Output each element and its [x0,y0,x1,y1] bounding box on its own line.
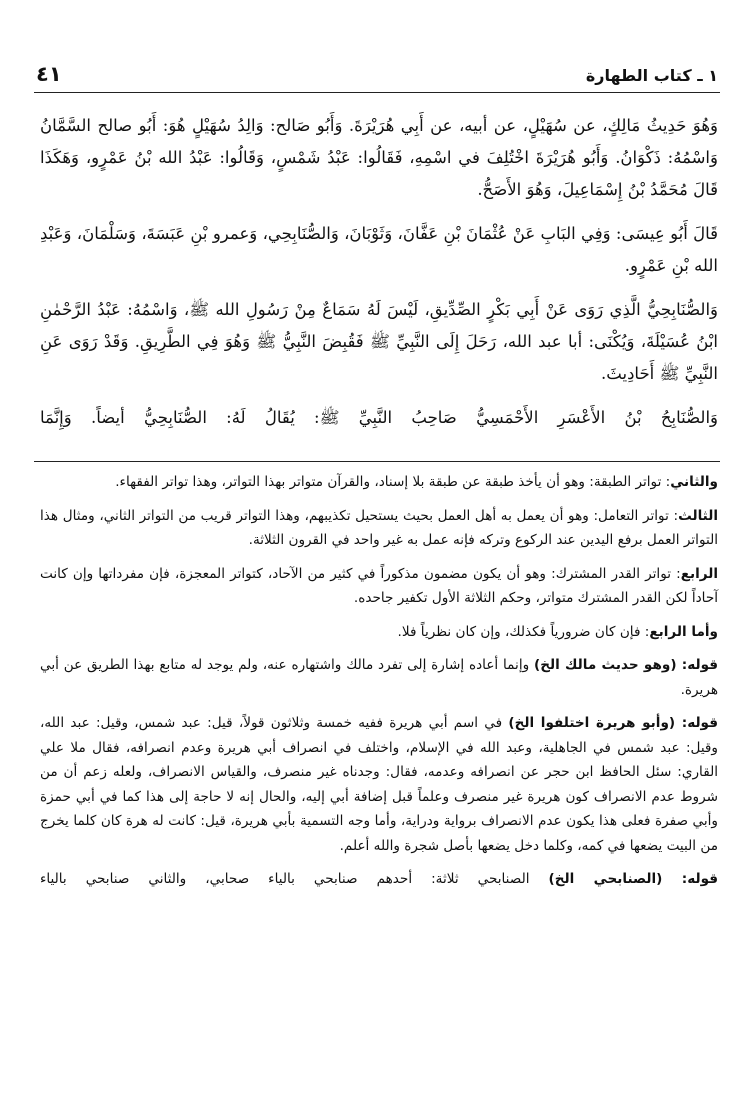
note-text: : تواتر التعامل: وهو أن يعمل به أهل العمل بحيث يستحيل تكذيبهم، وهذا التواتر قريب من التواتر الثاني، ومثال هذا التواتر العمل برفع اليدين عند الركوع وتركه فإنه عمل به غير واحد في القرون الثلاثة. [40,507,718,548]
note-lead: قوله: (وهو حديث مالك الخ) [534,657,718,673]
note-text: الصنابحي ثلاثة: أحدهم صنابحي بالياء صحابي، والثاني صنابحي بالياء [40,871,549,887]
note-text: وإنما أعاده إشارة إلى تفرد مالك واشتهاره عنه، ولم يوجد له متابع بهذا الطريق عن أبي هريرة. [40,657,718,698]
note-paragraph [40,504,718,553]
main-paragraph: وَالصُّنَابِحُ بْنُ الأَعْسَرِ الأَحْمَسِيُّ صَاحِبُ النَّبِيِّ ﷺ: يُقَالُ لَهُ: الصُّنَابِحِيُّ أيضاً. وَإِنَّمَا [40,408,718,427]
note-text: : تواتر القدر المشترك: وهو أن يكون مضمون مذكوراً في كثير من الآحاد، كتواتر المعجزة، فإن مفرداتها وإن كانت آحاداً لكن القدر المشترك متواتر، وحكم الثلاثة الأول تكفير جاحده. [40,565,718,606]
note-text: : فإن كان ضرورياً فكذلك، وإن كان نظرياً فلا. [397,623,650,640]
main-text [40,110,718,446]
chapter-title: ١ ـ كتاب الطهارة [585,66,718,85]
page-header [34,58,720,93]
footnote-separator [34,461,720,462]
main-paragraph: وَهُوَ حَدِيثُ مَالِكٍ، عن سُهَيْلٍ، عن أبيه، عن أَبِي هُرَيْرَةَ. وَأَبُو صَالح: وَالِدُ سُهَيْلٍ هُوَ: أَبُو صالح السَّمَّانُ وَاسْمُهُ: ذَكْوَانُ. وَأَبُو هُرَيْرَةَ اخْتُلِفَ في اسْمِهِ، فَقَالُوا: عَبْدُ شَمْسٍ، وَقَالُوا: عَبْدُ الله بْنُ عَمْرٍو، وَهَكَذَا قَالَ مُحَمَّدُ بْنُ إِسْمَاعِيلَ، وَهُوَ الأَصَحُّ. [40,116,718,199]
note-paragraph [40,653,718,702]
note-paragraph [40,562,718,611]
note-lead: وأما الرابع [649,623,718,640]
note-paragraph [40,470,718,495]
note-paragraph [40,867,718,892]
note-text: في اسم أبي هريرة ففيه خمسة وثلاثون قولاً، قيل: عبد شمس، وقيل: عبد الله، وقيل: عبد شمس في الجاهلية، وعبد الله في الإسلام، واختلف في انصراف أبي هريرة وعدم انصرافه، فقال ملا علي القاري: سئل الحافظ ابن حجر عن انصرافه وعدمه، فقال: وجدناه غير منصرف، والقياس الانصراف، ولعله زعم أن من شروط عدم الانصراف كون هريرة غير منصرف وعلماً قبل إضافة أبي إليه، والحال إنه لا حاجة إلى هذا كما في أبي حمزة وأبي صفرة فعلى هذا يكون عدم الانصراف برواية ودراية، وأما وجه التسمية بأبي هريرة، قيل: كانت له هرة كان كلما يخرج من البيت يضعها في كمه، وكلما دخل يضعها بأصل شجرة والله أعلم. [40,715,718,854]
note-lead: قوله: (وأبو هريرة اختلفوا الخ) [508,715,718,731]
note-paragraph [40,711,718,858]
main-paragraph: قَالَ أَبُو عِيسَى: وَفِي البَابِ عَنْ عُثْمَانَ بْنِ عَفَّانَ، وَثَوْبَانَ، وَالصُّنَابِحِي، وَعمرو بْنِ عَبَسَةَ، وَسَلْمَانَ، وَعَبْدِ الله بْنِ عَمْرٍو. [40,224,718,275]
note-lead: والثاني [670,474,718,490]
page-number: ٤١ [36,62,62,86]
main-paragraph: وَالصُّنَابِحِيُّ الَّذِي رَوَى عَنْ أَبِي بَكْرٍ الصِّدِّيقِ، لَيْسَ لَهُ سَمَاعٌ مِنْ رَسُولِ الله ﷺ، وَاسْمُهُ: عَبْدُ الرَّحْمٰنِ ابْنُ عُسَيْلَةَ، وَيُكْنَى: أبا عبد الله، رَحَلَ إِلَى النَّبِيِّ ﷺ فَقُبِضَ النَّبِيُّ ﷺ وَهُوَ فِي الطَّرِيقِ. وَقَدْ رَوَى عَنِ النَّبِيِّ ﷺ أَحَادِيثَ. [40,300,718,383]
note-paragraph [40,620,718,645]
note-lead: الثالث [678,507,718,524]
note-lead: قوله: (الصنابحي الخ) [548,871,718,887]
commentary-notes [40,470,718,901]
note-lead: الرابع [680,565,718,582]
note-text: : تواتر الطبقة: وهو أن يأخذ طبقة عن طبقة بلا إسناد، والقرآن متواتر بهذا التواتر، وهذا تواتر الفقهاء. [115,474,671,490]
